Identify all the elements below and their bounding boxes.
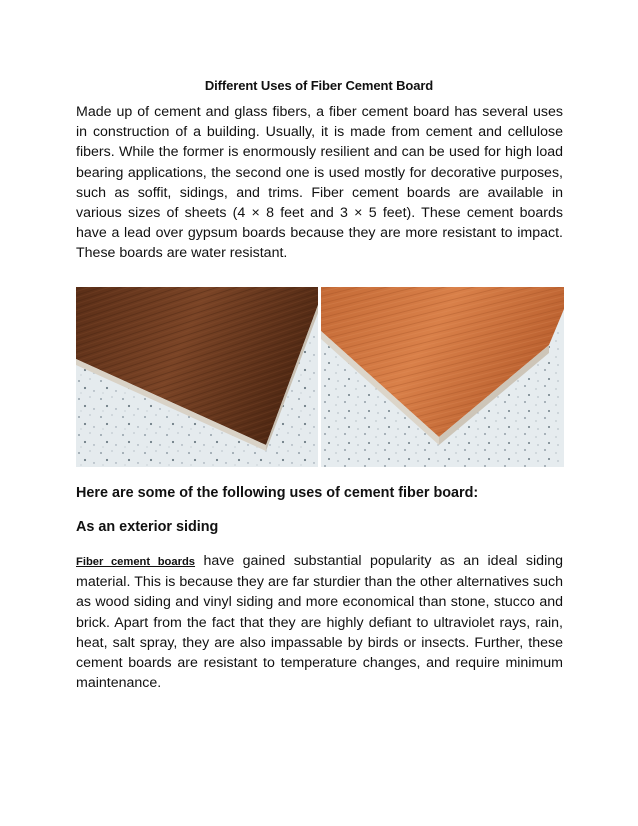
section-paragraph [76, 551, 563, 693]
dark-wood-board-photo [76, 287, 318, 467]
intro-paragraph: Made up of cement and glass fibers, a fiber cement board has several uses in construction of a building. Usually, it is made from cement and cellulose fibers. While the former is enormously resilient and can be used for high load bearing applications, the second one is used mostly for decorative purposes, such as soffit, sidings, and trims. Fiber cement boards are available in various sizes of sheets (4 × 8 feet and 3 × 5 feet). These cement boards have a lead over gypsum boards because they are more resistant to impact. These boards are water resistant. [76, 104, 563, 262]
section-body-text: have gained substantial popularity as an ideal siding material. This is because they are far sturdier than the other alternatives such as wood siding and vinyl siding and more economical than stone, stucco and brick. Apart from the fact that they are highly defiant to ultraviolet rays, rain, heat, salt spray, they are also impassable by birds or insects. Further, these cement boards are resistant to temperature changes, and require minimum maintenance. [76, 553, 563, 692]
uses-heading: Here are some of the following uses of cement fiber board: [76, 485, 479, 501]
fiber-cement-boards-link[interactable]: Fiber cement boards [76, 556, 196, 568]
fiber-cement-board-photos [76, 287, 564, 467]
light-wood-board-photo [321, 287, 564, 467]
document-title: Different Uses of Fiber Cement Board [204, 78, 434, 93]
section-heading: As an exterior siding [76, 519, 219, 535]
